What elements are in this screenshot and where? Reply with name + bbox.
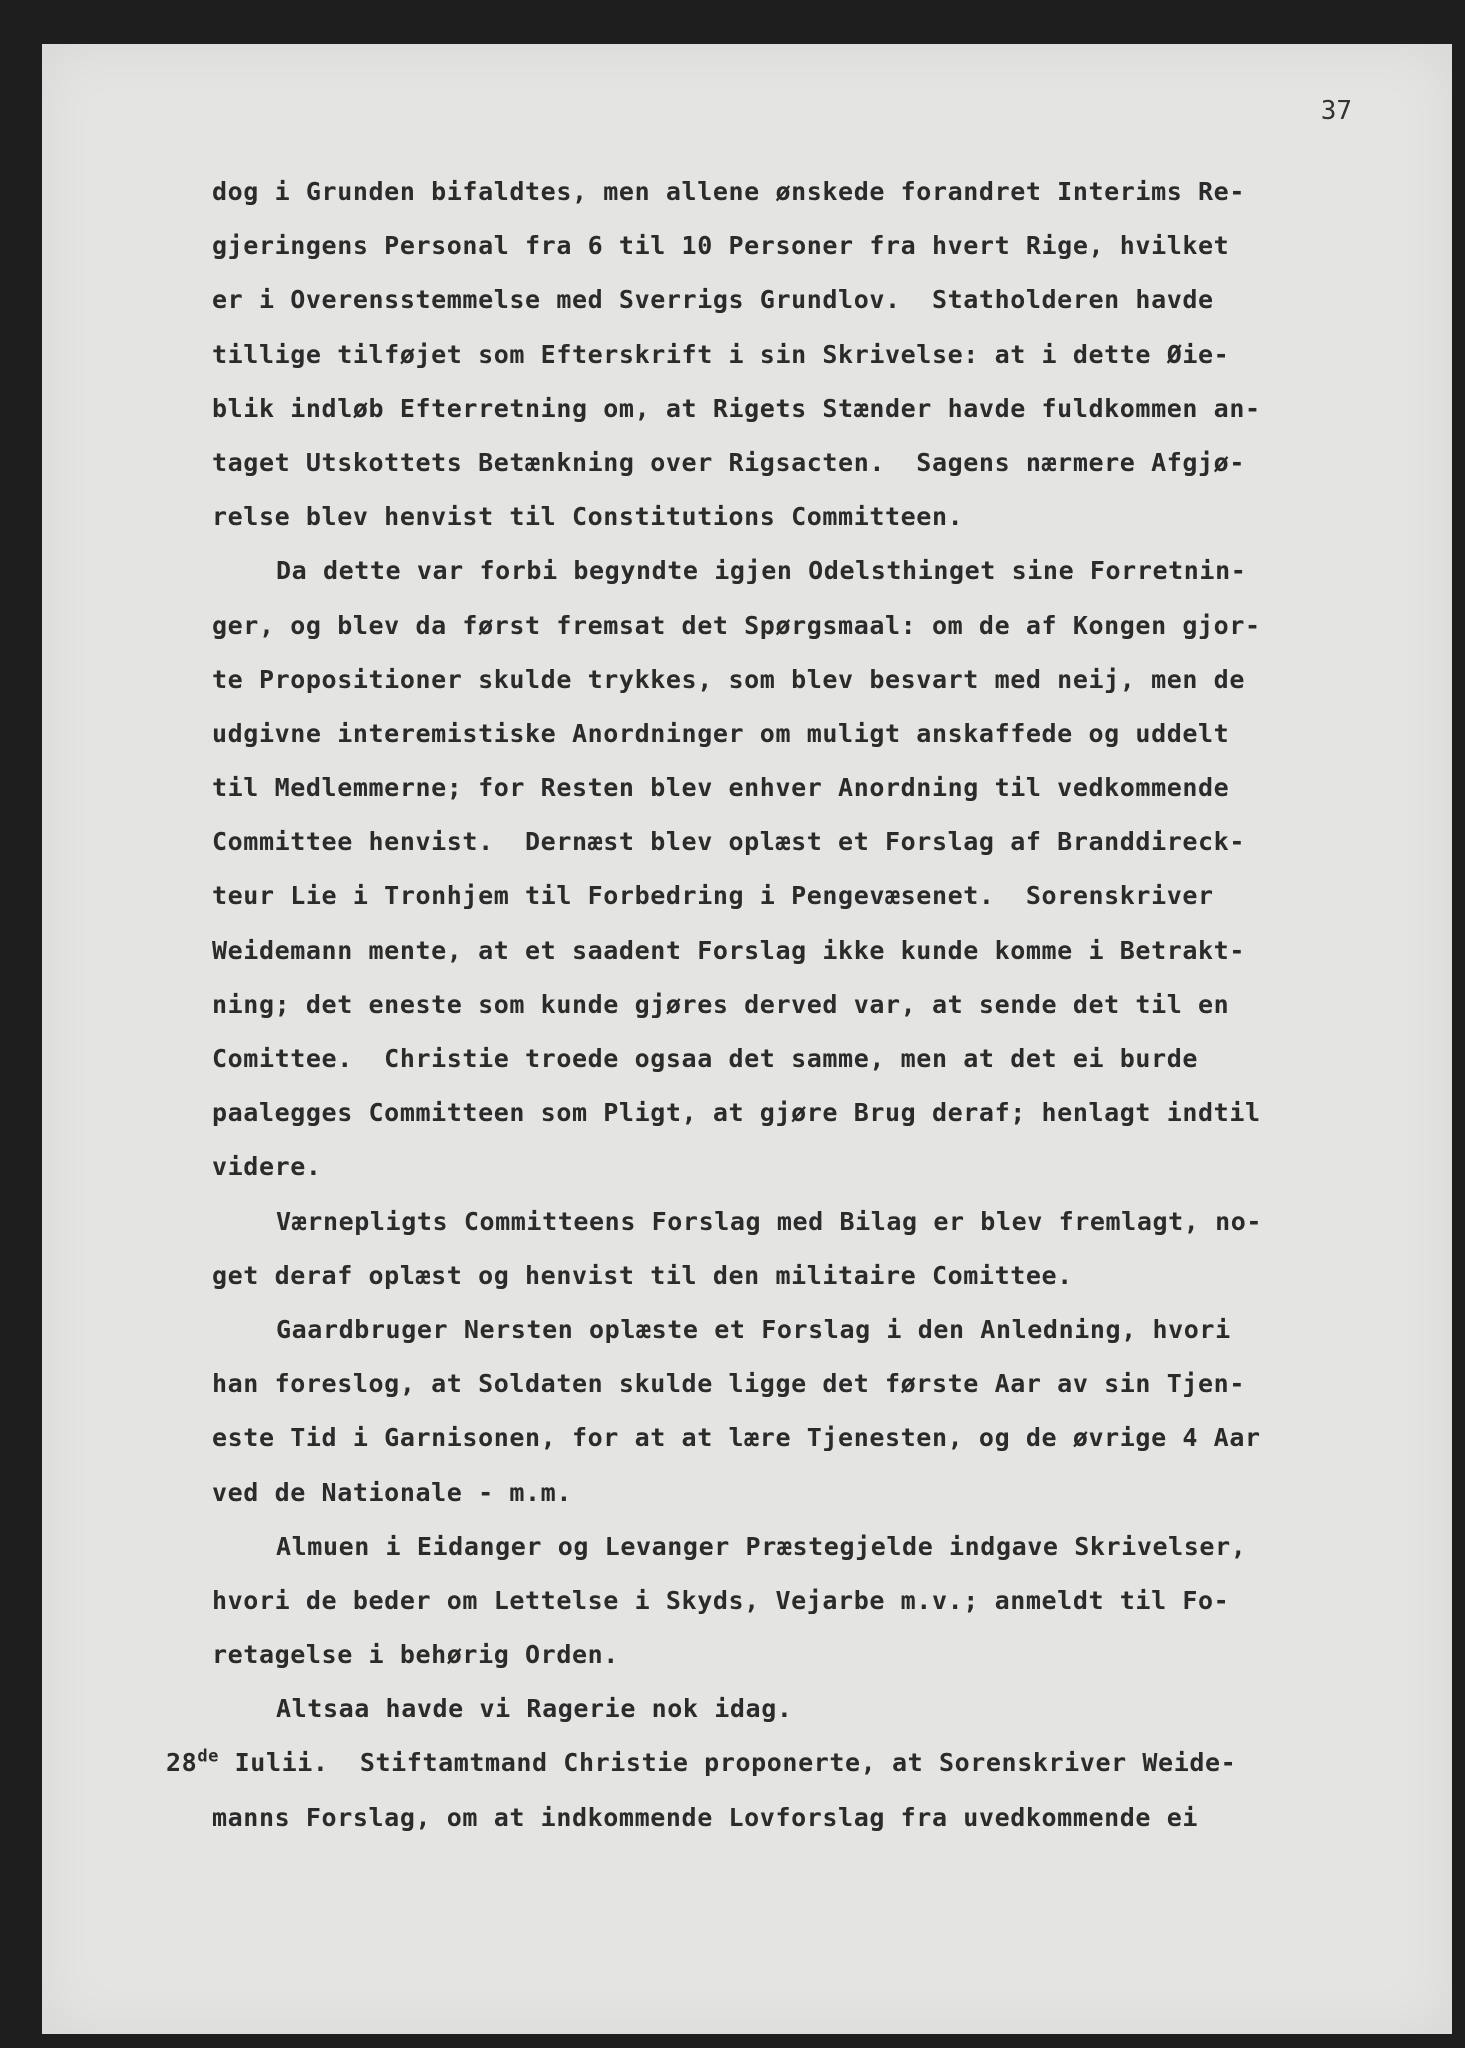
text-line: Almuen i Eidanger og Levanger Præstegjelde indgave Skrivelser, [276, 1531, 1247, 1561]
text-line: ger, og blev da først fremsat det Spørgsmaal: om de af Kongen gjor- [212, 610, 1261, 640]
text-line: teur Lie i Tronhjem til Forbedring i Pengevæsenet. Sorenskriver [212, 881, 1214, 911]
text-line: tillige tilføjet som Efterskrift i sin Skrivelse: at i dette Øie- [212, 339, 1230, 369]
paragraph [212, 1682, 1352, 1736]
text-line: han foreslog, at Soldaten skulde ligge det første Aar av sin Tjen- [212, 1369, 1245, 1399]
text-line: ning; det eneste som kunde gjøres derved var, at sende det til en [212, 989, 1230, 1019]
text-line: taget Utskottets Betænkning over Rigsacten. Sagens nærmere Afgjø- [212, 447, 1245, 477]
paragraph [212, 165, 1352, 544]
text-line: paalegges Committeen som Pligt, at gjøre Brug deraf; henlagt indtil [212, 1098, 1261, 1128]
paragraph [212, 544, 1352, 1194]
text-line: get deraf oplæst og henvist til den militaire Comittee. [212, 1260, 1073, 1290]
text-line: er i Overensstemmelse med Sverrigs Grundlov. Statholderen havde [212, 285, 1214, 315]
paragraph [212, 1195, 1352, 1303]
text-line: blik indløb Efterretning om, at Rigets Stænder havde fuldkommen an- [212, 393, 1261, 423]
entry-day-suffix: de [197, 1747, 219, 1768]
paragraph [212, 1303, 1352, 1520]
text-line: Gaardbruger Nersten oplæste et Forslag i den Anledning, hvori [276, 1314, 1231, 1344]
text-line: te Propositioner skulde trykkes, som blev besvart med neij, men de [212, 664, 1245, 694]
text-line: manns Forslag, om at indkommende Lovforslag fra uvedkommende ei [212, 1802, 1199, 1832]
text-line: Iulii. Stiftamtmand Christie proponerte, at Sorenskriver Weide- [218, 1748, 1237, 1778]
text-line: relse blev henvist til Constitutions Committeen. [212, 502, 964, 532]
text-line: ved de Nationale - m.m. [212, 1477, 572, 1507]
text-line: til Medlemmerne; for Resten blev enhver Anordning til vedkommende [212, 773, 1230, 803]
text-line: este Tid i Garnisonen, for at at lære Tjenesten, og de øvrige 4 Aar [212, 1423, 1261, 1453]
typed-text-body [166, 165, 1352, 1845]
entry-day: 28 [166, 1748, 198, 1778]
text-line: Altsaa havde vi Ragerie nok idag. [276, 1694, 793, 1724]
text-line: Weidemann mente, at et saadent Forslag ikke kunde komme i Betrakt- [212, 935, 1245, 965]
text-line: Committee henvist. Dernæst blev oplæst et Forslag af Branddireck- [212, 827, 1245, 857]
text-line: Værnepligts Committeens Forslag med Bilag er blev fremlagt, no- [276, 1206, 1263, 1236]
text-line: videre. [212, 1152, 322, 1182]
text-line: Da dette var forbi begyndte igjen Odelsthinget sine Forretnin- [276, 556, 1247, 586]
text-line: dog i Grunden bifaldtes, men allene ønskede forandret Interims Re- [212, 177, 1245, 206]
page-number: 37 [1320, 96, 1352, 126]
text-line: Comittee. Christie troede ogsaa det samme, men at det ei burde [212, 1044, 1199, 1073]
paragraph [212, 1520, 1352, 1683]
text-line: hvori de beder om Lettelse i Skyds, Vejarbe m.v.; anmeldt til Fo- [212, 1585, 1230, 1615]
text-line: gjeringens Personal fra 6 til 10 Personer fra hvert Rige, hvilket [212, 231, 1230, 261]
dated-entry [166, 1736, 1352, 1844]
text-line: udgivne interemistiske Anordninger om muligt anskaffede og uddelt [212, 718, 1230, 748]
text-line: retagelse i behørig Orden. [212, 1640, 619, 1670]
dated-entry-first-line [166, 1736, 1352, 1790]
